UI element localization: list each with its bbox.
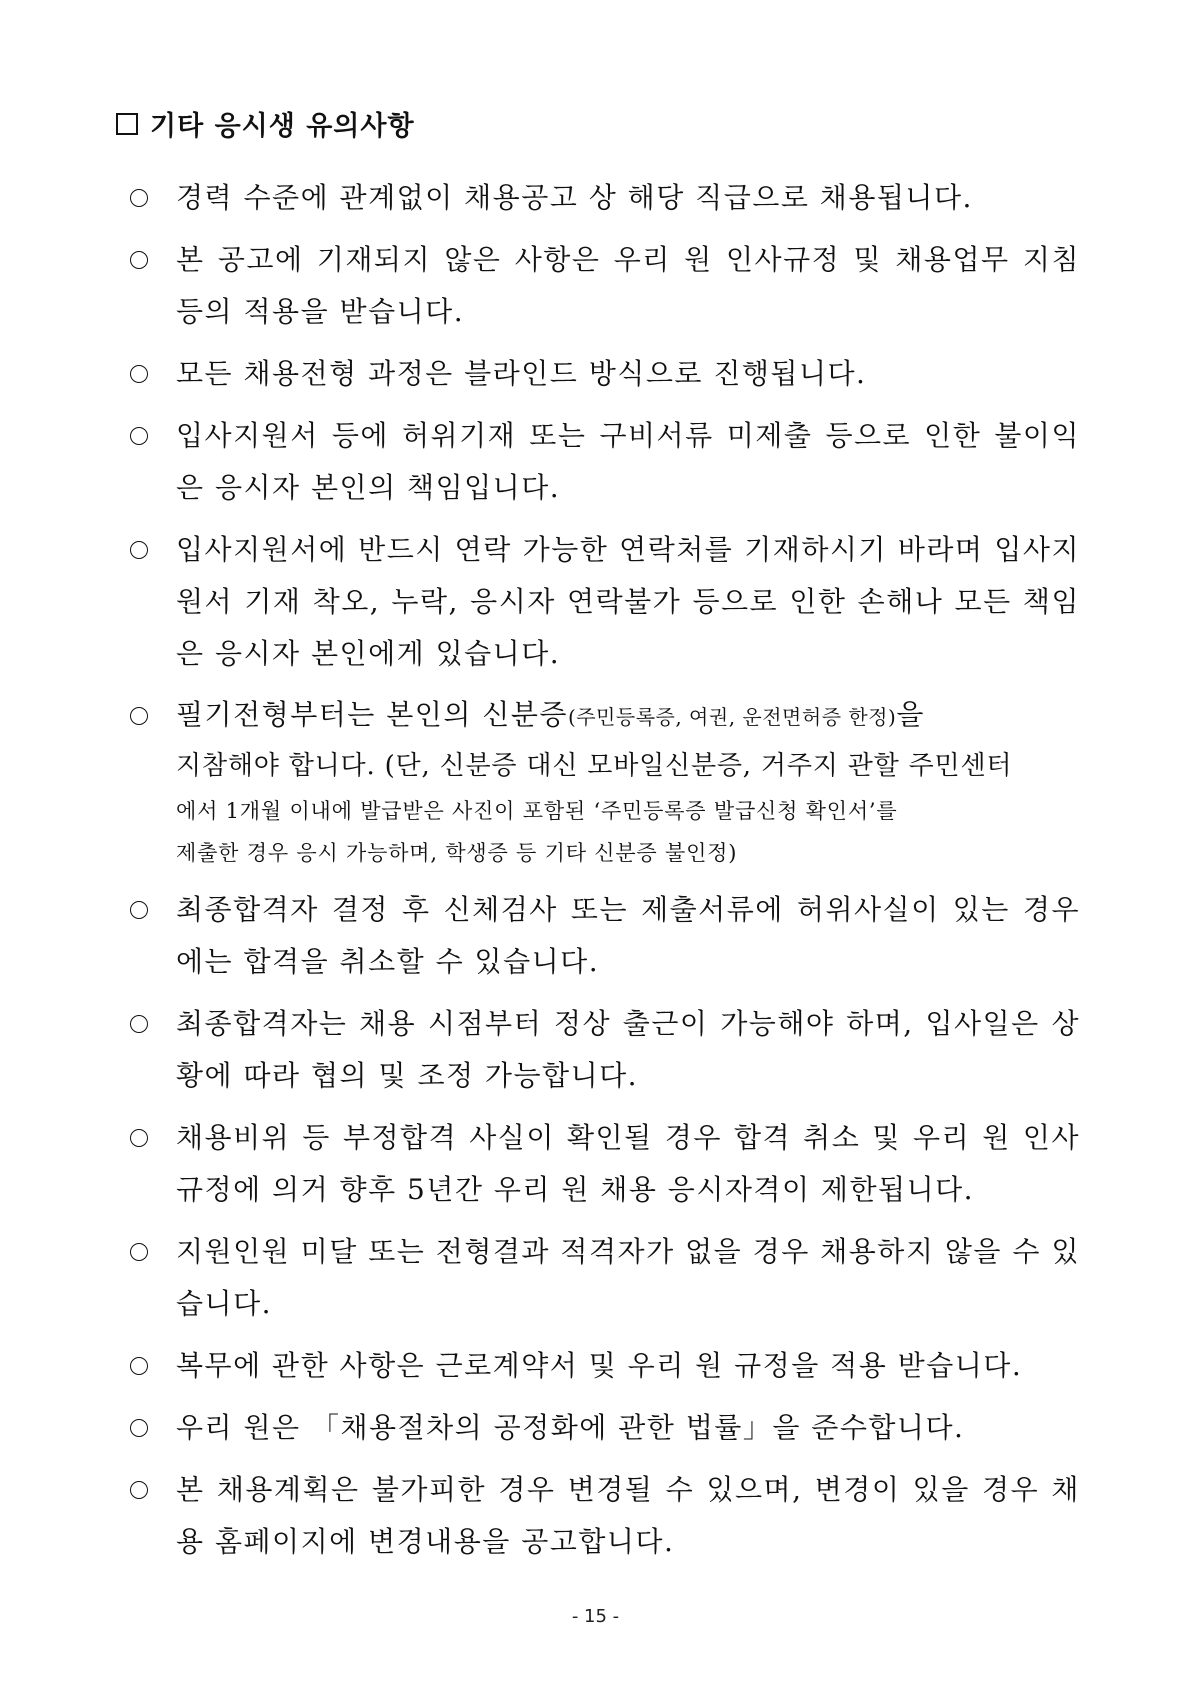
list-item-text: 최종합격자는 채용 시점부터 정상 출근이 가능해야 하며, 입사일은 상황에 따라 협의 및 조정 가능합니다. (176, 1007, 1080, 1092)
id-suffix-text: 을 (896, 698, 925, 731)
circle-bullet-icon (130, 1243, 148, 1261)
circle-bullet-icon (130, 427, 148, 445)
circle-bullet-icon (130, 1129, 148, 1147)
list-item-text (176, 690, 1080, 874)
list-item (130, 524, 1080, 680)
list-item (130, 1340, 1080, 1392)
list-item-text: 본 채용계획은 불가피한 경우 변경될 수 있으며, 변경이 있을 경우 채용 홈페이지에 변경내용을 공고합니다. (176, 1473, 1080, 1558)
list-item (130, 884, 1080, 988)
list-item (130, 410, 1080, 514)
list-item-text: 모든 채용전형 과정은 블라인드 방식으로 진행됩니다. (176, 357, 867, 390)
id-line-3: 에서 1개월 이내에 발급받은 사진이 포함된 ‘주민등록증 발급신청 확인서’를 (176, 799, 898, 823)
id-paren-text: (주민등록증, 여권, 운전면허증 한정) (567, 705, 897, 729)
list-item-text: 최종합격자 결정 후 신체검사 또는 제출서류에 허위사실이 있는 경우에는 합격을 취소할 수 있습니다. (176, 893, 1080, 978)
list-item (130, 998, 1080, 1102)
list-item (130, 234, 1080, 338)
list-item (130, 1402, 1080, 1454)
section-title-text: 기타 응시생 유의사항 (150, 111, 415, 142)
circle-bullet-icon (130, 707, 148, 725)
list-item-text: 입사지원서에 반드시 연락 가능한 연락처를 기재하시기 바라며 입사지원서 기재 착오, 누락, 응시자 연락불가 등으로 인한 손해나 모든 책임은 응시자 본인에게 있습니다. (176, 533, 1080, 670)
list-item-text: 복무에 관한 사항은 근로계약서 및 우리 원 규정을 적용 받습니다. (176, 1349, 1023, 1382)
circle-bullet-icon (130, 1357, 148, 1375)
list-item-text: 경력 수준에 관계없이 채용공고 상 해당 직급으로 채용됩니다. (176, 181, 973, 214)
id-line-4: 제출한 경우 응시 가능하며, 학생증 등 기타 신분증 불인정) (176, 841, 738, 865)
circle-bullet-icon (130, 541, 148, 559)
list-item-text: 채용비위 등 부정합격 사실이 확인될 경우 합격 취소 및 우리 원 인사규정에 의거 향후 5년간 우리 원 채용 응시자격이 제한됩니다. (176, 1121, 1081, 1206)
list-item-text: 본 공고에 기재되지 않은 사항은 우리 원 인사규정 및 채용업무 지침 등의 적용을 받습니다. (176, 243, 1080, 328)
circle-bullet-icon (130, 365, 148, 383)
list-item (130, 172, 1080, 224)
id-main-text: 필기전형부터는 본인의 신분증 (176, 698, 568, 731)
id-line-1 (176, 690, 1080, 742)
list-item-text: 지원인원 미달 또는 전형결과 적격자가 없을 경우 채용하지 않을 수 있습니다. (176, 1235, 1080, 1320)
list-item (130, 1226, 1080, 1330)
list-item (130, 1112, 1080, 1216)
section-heading (116, 104, 415, 143)
list-item (130, 1464, 1080, 1568)
circle-bullet-icon (130, 189, 148, 207)
list-item-text: 입사지원서 등에 허위기재 또는 구비서류 미제출 등으로 인한 불이익은 응시자 본인의 책임입니다. (176, 419, 1080, 504)
circle-bullet-icon (130, 1015, 148, 1033)
list-item-text: 우리 원은 「채용절차의 공정화에 관한 법률」을 준수합니다. (176, 1411, 965, 1444)
circle-bullet-icon (130, 1481, 148, 1499)
id-line-2: 지참해야 합니다. (단, 신분증 대신 모바일신분증, 거주지 관할 주민센터 (176, 751, 1013, 781)
circle-bullet-icon (130, 1419, 148, 1437)
checkbox-icon (116, 113, 138, 135)
circle-bullet-icon (130, 251, 148, 269)
circle-bullet-icon (130, 901, 148, 919)
page-number: - 15 - (571, 1606, 620, 1627)
list-item-id-requirement (130, 690, 1080, 874)
list-item (130, 348, 1080, 400)
notice-list (130, 172, 1080, 1578)
